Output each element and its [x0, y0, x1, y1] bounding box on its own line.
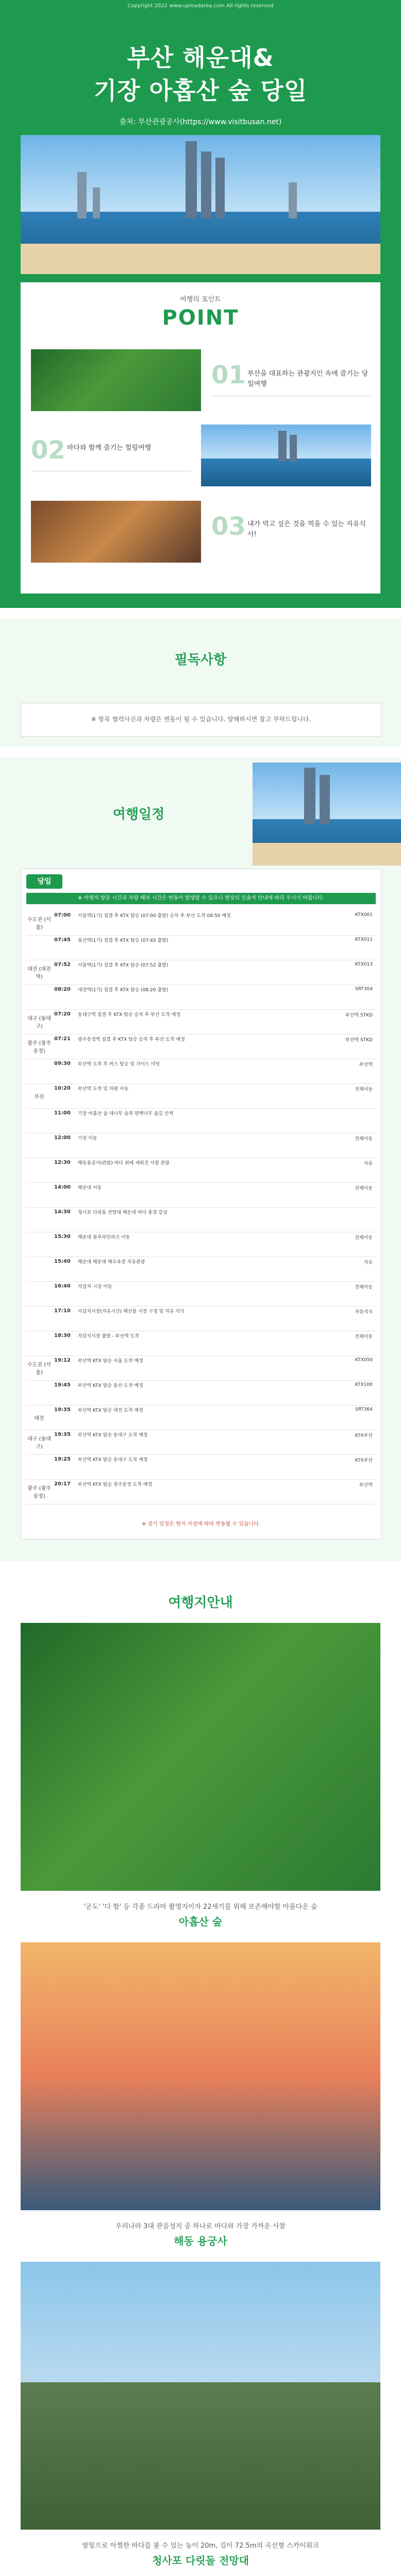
schedule-row — [26, 1430, 376, 1455]
schedule-row — [26, 1306, 376, 1331]
row-transport: 전체이동 — [355, 1285, 373, 1290]
point-number-3: 03 — [211, 512, 246, 541]
guide-name: 청사포 다릿돌 전망대 — [152, 2554, 249, 2567]
row-city: 광주 (광주송정) — [27, 1041, 51, 1054]
schedule-row — [26, 1331, 376, 1356]
row-city: 수도권 (서울) — [27, 1362, 51, 1376]
row-desc: 부산역 KTX 탑승 동대구 도착 예정 — [78, 1458, 148, 1463]
guide-photo-cheongsapo — [21, 2262, 380, 2530]
day-tab[interactable]: 당일 — [26, 874, 62, 889]
row-city — [26, 985, 52, 1009]
row-time: 16:40 — [54, 1283, 71, 1289]
row-time: 19:35 — [54, 1432, 71, 1437]
point-card — [21, 282, 380, 594]
title-line-2: 기장 아홉산 숲 당일 — [93, 77, 308, 105]
row-time: 19:35 — [54, 1407, 71, 1413]
point-text-1: 부산을 대표하는 관광지인 속에 즐기는 당일여행 — [247, 370, 369, 388]
page-title — [0, 41, 401, 107]
row-desc: 부산역 도착 후 버스 탑승 및 가이드 미팅 — [78, 1062, 160, 1067]
schedule-row — [26, 1083, 376, 1109]
row-city — [26, 1133, 52, 1158]
guide-caption: 발밑으로 아찔한 바다를 볼 수 있는 높이 20m, 길이 72.5m의 곡선형 스카이워크 — [82, 2542, 319, 2550]
row-time: 07:52 — [54, 962, 71, 968]
row-city — [26, 1306, 52, 1331]
row-desc: 부산역 KTX 탑승 대전 도착 예정 — [78, 1408, 143, 1413]
row-city: 대전 — [34, 1415, 44, 1421]
schedule-footnote: ※ 상기 일정은 현지 사정에 따라 변동될 수 있습니다. — [141, 1521, 261, 1527]
row-transport: KTX001 — [355, 912, 373, 918]
row-desc: 청사포 다릿돌 전망대 해운대 바다 풍경 감상 — [78, 1210, 168, 1215]
point-photo-sea — [201, 425, 371, 486]
schedule-row — [26, 1405, 376, 1430]
row-time: 15:40 — [54, 1259, 71, 1264]
guide-name: 해동 용궁사 — [174, 2235, 227, 2247]
row-desc: 해운대 해운대 해수욕장 자유관광 — [78, 1260, 145, 1265]
guide-name: 아홉산 숲 — [178, 1916, 223, 1928]
row-desc: 부산역 KTX 탑승 서울 도착 예정 — [78, 1359, 143, 1364]
row-time: 20:17 — [54, 1481, 71, 1487]
row-transport: KTX013 — [355, 962, 373, 967]
schedule-row — [26, 1281, 376, 1307]
schedule-table — [21, 869, 381, 1539]
row-time: 12:00 — [54, 1135, 71, 1141]
row-desc: 부산역 도착 및 차량 이동 — [78, 1087, 129, 1092]
row-desc: 해운대 블루라인파크 이동 — [78, 1235, 130, 1240]
row-transport: KTX100 — [355, 1382, 373, 1387]
row-transport: 부산역 STKD — [345, 1038, 373, 1043]
row-transport: 전체이동 — [355, 1334, 373, 1340]
notice-box — [21, 703, 381, 737]
schedule-row — [26, 1479, 376, 1504]
row-city: 광주 (광주송정) — [27, 1486, 51, 1499]
point-title: POINT — [162, 306, 239, 330]
point-photo-forest — [31, 349, 201, 411]
schedule-row — [26, 960, 376, 985]
row-transport: 부산역 — [359, 1062, 373, 1067]
point-number-2: 02 — [31, 436, 65, 465]
row-city — [26, 1059, 52, 1083]
schedule-row — [26, 1257, 376, 1282]
row-transport: 자유석식 — [355, 1310, 373, 1315]
row-desc: 부산역 KTX 탑승 광주송정 도착 예정 — [78, 1482, 153, 1487]
schedule-row — [26, 1232, 376, 1257]
row-desc: 부산역 KTX 탑승 용산 도착 예정 — [78, 1383, 143, 1388]
row-transport: KTX부산 — [355, 1433, 373, 1438]
schedule-row — [26, 985, 376, 1010]
row-desc: 해운대 이동 — [78, 1185, 102, 1191]
row-desc: 자갈치 시장 이동 — [78, 1284, 112, 1290]
schedule-row — [26, 1182, 376, 1208]
schedule-row — [26, 1158, 376, 1183]
row-time: 09:30 — [54, 1061, 71, 1066]
row-desc: 부산역 KTX 탑승 동대구 도착 예정 — [78, 1433, 148, 1438]
row-transport: 전체이동 — [355, 1137, 373, 1142]
row-time: 07:20 — [54, 1011, 71, 1017]
row-time: 19:45 — [54, 1382, 71, 1388]
schedule-row — [26, 1207, 376, 1232]
row-desc: 기장 아홉산 숲 대나무 숲과 편백나무 숲길 산책 — [78, 1111, 174, 1116]
row-city — [26, 1108, 52, 1133]
hero-section — [0, 0, 401, 608]
row-time: 14:00 — [54, 1184, 71, 1190]
row-time: 10:20 — [54, 1086, 71, 1091]
schedule-row — [26, 1355, 376, 1381]
copyright-note: Copyright 2022 www.uploadarea.com All rights reserved — [127, 3, 274, 9]
schedule-row — [26, 1108, 376, 1133]
guide-photo-ahopsan — [21, 1623, 380, 1891]
row-transport: KTX011 — [355, 937, 373, 942]
row-time: 12:30 — [54, 1160, 71, 1165]
row-desc: 기장 이동 — [78, 1136, 97, 1141]
notice-text: ※ 항목 협력사진과 차량은 변동이 될 수 있습니다. 양해하시면 참고 부탁드립니다. — [91, 716, 311, 723]
point-text-2: 바다와 함께 즐기는 힐링여행 — [67, 444, 152, 452]
row-city — [26, 1281, 52, 1306]
row-city — [26, 1158, 52, 1182]
row-time: 17:10 — [54, 1308, 71, 1314]
row-city — [26, 1182, 52, 1207]
row-city — [26, 1207, 52, 1232]
row-city — [26, 1380, 52, 1405]
schedule-row — [26, 1009, 376, 1035]
title-line-1: 부산 해운대& — [127, 44, 274, 72]
row-city: 대구 (동대구) — [27, 1436, 51, 1450]
row-city — [26, 935, 52, 960]
row-time: 18:30 — [54, 1333, 71, 1338]
row-desc: 서울역(1기) 집결 후 KTX 탑승 (07:00 출발) 승차 후 부산 도착 08:50 예정 — [78, 913, 231, 919]
schedule-row — [26, 1380, 376, 1405]
hero-photo-haeundae — [21, 135, 380, 274]
schedule-row — [26, 1059, 376, 1084]
row-transport: KTX050 — [355, 1358, 373, 1363]
row-transport: 전체이동 — [355, 1186, 373, 1191]
row-time: 14:30 — [54, 1209, 71, 1215]
row-city: 대전 (대전역) — [27, 967, 51, 980]
row-desc: 용산역(1기) 집결 후 KTX 탑승 (07:45 출발) — [78, 938, 169, 943]
row-city — [26, 1454, 52, 1479]
schedule-title: 여행일정 — [112, 807, 165, 822]
row-city: 수도권 (서울) — [27, 917, 51, 930]
point-photo-food — [31, 501, 201, 563]
row-desc: 자갈치시장(자유시간) 해산물 시장 구경 및 자유 석식 — [78, 1309, 185, 1314]
row-time: 15:30 — [54, 1234, 71, 1240]
row-desc: 해동용궁사(관람) 바다 위에 세워진 사찰 관람 — [78, 1161, 170, 1166]
guide-caption: 우리나라 3대 관음성지 중 하나로 바다와 가장 가까운 사찰 — [115, 2223, 286, 2230]
row-time: 19:25 — [54, 1456, 71, 1462]
row-city — [26, 1331, 52, 1355]
guide-photo-yonggungsa — [21, 1942, 380, 2210]
row-transport: 전체이동 — [355, 1087, 373, 1092]
row-time: 11:00 — [54, 1110, 71, 1116]
row-desc: 광주송정역 집결 후 KTX 탑승 승차 후 부산 도착 예정 — [78, 1037, 185, 1042]
row-city: 대구 (동대구) — [27, 1016, 51, 1029]
row-time: 19:12 — [54, 1358, 71, 1363]
row-transport: SRT364 — [355, 1407, 373, 1412]
row-transport: 전체이동 — [355, 1235, 373, 1241]
schedule-row — [26, 1034, 376, 1059]
row-desc: 자갈치시장 출발 - 부산역 도착 — [78, 1334, 140, 1339]
row-city — [26, 1257, 52, 1281]
row-transport: KTX부산 — [355, 1458, 373, 1463]
row-transport: 자유 — [363, 1161, 373, 1166]
guide-caption: '군도' '다 함' 등 각종 드라마 촬영지이자 22세기를 위해 보존해야할 아름다운 숲 — [83, 1903, 318, 1911]
source-credit: 출처: 부산관광공사(https://www.visitbusan.net) — [119, 118, 282, 126]
row-desc: 서울역(1기) 집결 후 KTX 탑승 (07:52 출발) — [78, 963, 169, 968]
schedule-note: ※ 여행지 방문 시간과 차량 배차 시간은 변동이 발생할 수 있으니 현장의 인솔자 안내에 따라 주시기 바랍니다. — [26, 893, 376, 904]
row-city — [26, 1232, 52, 1257]
guide-title: 여행지안내 — [168, 1595, 233, 1611]
point-subtitle: 여행의 포인트 — [180, 296, 221, 303]
row-desc: 동대구역 집결 후 KTX 탑승 승차 후 부산 도착 예정 — [78, 1012, 181, 1018]
schedule-row — [26, 935, 376, 960]
row-transport: 부산역 — [359, 1483, 373, 1488]
notice-title: 필독사항 — [174, 652, 227, 668]
row-time: 07:45 — [54, 937, 71, 943]
row-transport: 자유 — [363, 1260, 373, 1265]
schedule-row — [26, 910, 376, 936]
row-time: 08:20 — [54, 987, 71, 992]
point-number-1: 01 — [211, 361, 246, 389]
row-time: 07:21 — [54, 1036, 71, 1042]
row-time: 07:00 — [54, 912, 71, 918]
point-text-3: 내가 먹고 싶은 것을 먹을 수 있는 자유식사! — [247, 520, 366, 538]
row-city: 부산 — [34, 1094, 44, 1100]
row-transport: 부산역 STKD — [345, 1013, 373, 1018]
schedule-row — [26, 1454, 376, 1480]
schedule-row — [26, 1133, 376, 1158]
row-desc: 대전역(1기) 집결 후 KTX 탑승 (08:20 출발) — [78, 988, 169, 993]
row-transport: SRT304 — [355, 987, 373, 992]
